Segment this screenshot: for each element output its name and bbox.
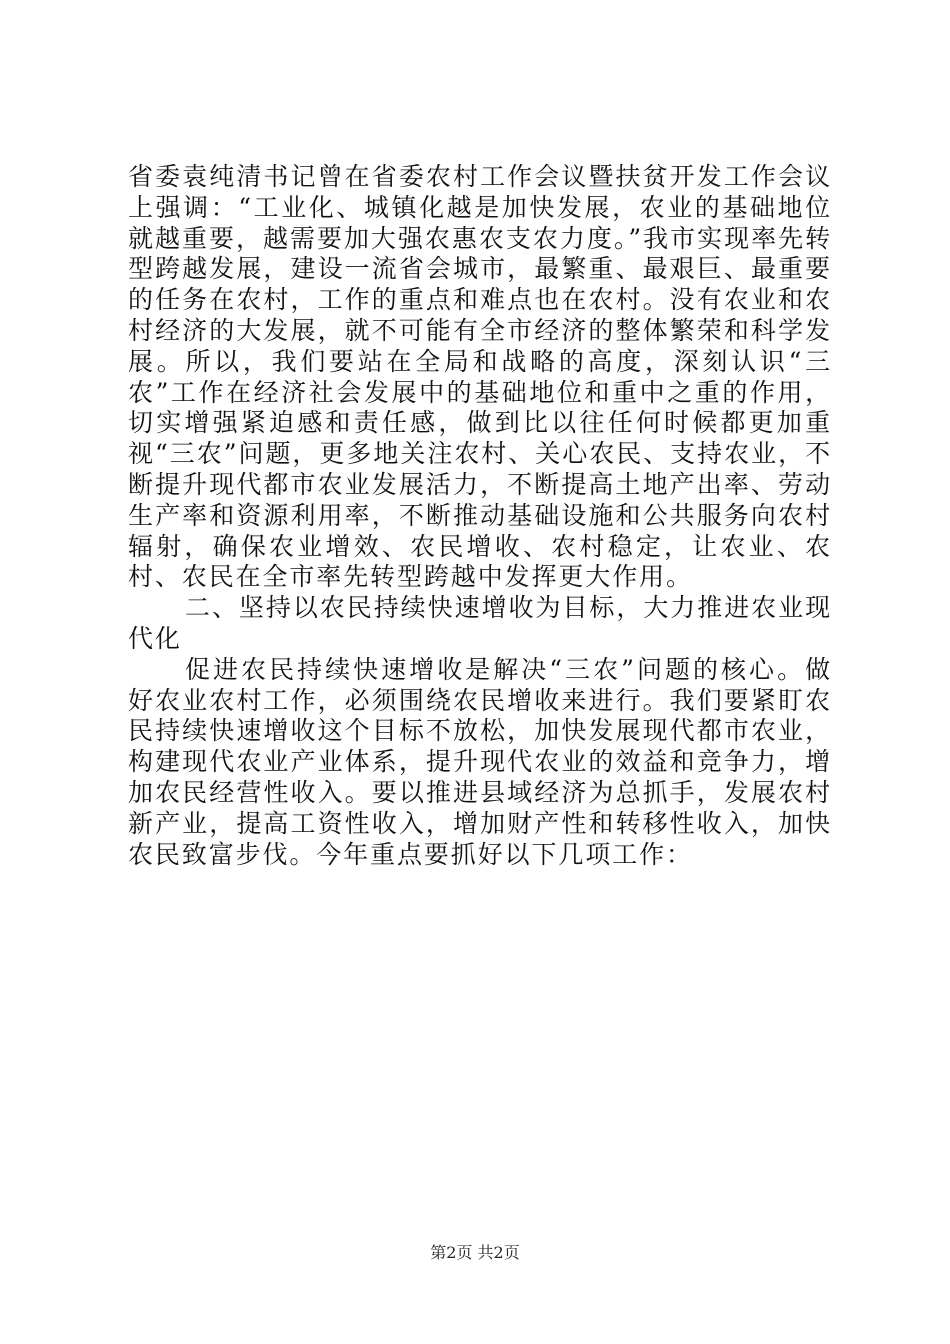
paragraph-farmer-income: 促进农民持续快速增收是解决“三农”问题的核心。做好农业农村工作，必须围绕农民增收来进行。我们要紧盯农民持续快速增收这个目标不放松，加快发展现代都市农业，构建现代农业产业体系，提升现代农业的效益和竞争力，增加农民经营性收入。要以推进县域经济为总抓手，发展农村新产业，提高工资性收入，增加财产性和转移性收入，加快农民致富步伐。今年重点要抓好以下几项工作： <box>128 654 832 869</box>
paragraph-party-secretary-quote: 省委袁纯清书记曾在省委农村工作会议暨扶贫开发工作会议上强调：“工业化、城镇化越是加快发展，农业的基础地位就越重要，越需要加大强农惠农支农力度。”我市实现率先转型跨越发展，建设一流省会城市，最繁重、最艰巨、最重要的任务在农村，工作的重点和难点也在农村。没有农业和农村经济的大发展，就不可能有全市经济的整体繁荣和科学发展。所以，我们要站在全局和战略的高度，深刻认识“三农”工作在经济社会发展中的基础地位和重中之重的作用，切实增强紧迫感和责任感，做到比以往任何时候都更加重视“三农”问题，更多地关注农村、关心农民、支持农业，不断提升现代都市农业发展活力，不断提高土地产出率、劳动生产率和资源利用率，不断推动基础设施和公共服务向农村辐射，确保农业增效、农民增收、农村稳定，让农业、农村、农民在全市率先转型跨越中发挥更大作用。 <box>128 162 832 592</box>
document-body <box>128 162 832 870</box>
section-heading-2: 二、坚持以农民持续快速增收为目标，大力推进农业现代化 <box>128 593 832 653</box>
page-number-footer: 第2页 共2页 <box>430 1243 520 1262</box>
